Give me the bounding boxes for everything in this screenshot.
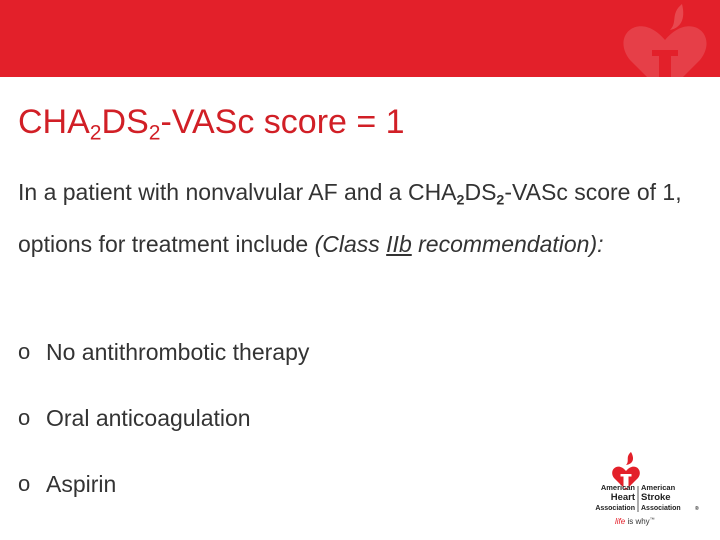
list-item xyxy=(18,464,309,504)
bullet-icon: o xyxy=(18,339,31,364)
logo-text: American xyxy=(641,483,676,492)
logo-text: American xyxy=(600,483,635,492)
header-bar xyxy=(0,0,720,77)
bullet-icon: o xyxy=(18,405,31,430)
option-label: Aspirin xyxy=(46,470,117,497)
logo-text: ® xyxy=(695,506,699,512)
class-recommendation: (Class IIb recommendation): xyxy=(314,231,604,257)
bullet-icon: o xyxy=(18,471,31,496)
intro-paragraph: In a patient with nonvalvular AF and a $CHA_2DS_2$-VASc score of 1, options for treatment include (Class IIb recommendation): xyxy=(18,179,682,257)
list-item xyxy=(18,332,309,372)
aha-asa-logo xyxy=(578,450,700,530)
logo-text: Association xyxy=(595,505,635,512)
logo-tagline: life is why™ xyxy=(615,517,655,526)
treatment-options-list xyxy=(18,332,309,530)
logo-text: Association xyxy=(641,505,681,512)
logo-text: Heart xyxy=(610,492,635,503)
option-label: No antithrombotic therapy xyxy=(46,338,310,365)
heart-torch-icon xyxy=(610,0,720,77)
option-label: Oral anticoagulation xyxy=(46,404,251,431)
list-item xyxy=(18,398,309,438)
slide-title: $CHA_2DS_2$-VASc score = 1 xyxy=(18,103,405,145)
logo-text: Stroke xyxy=(641,492,671,503)
